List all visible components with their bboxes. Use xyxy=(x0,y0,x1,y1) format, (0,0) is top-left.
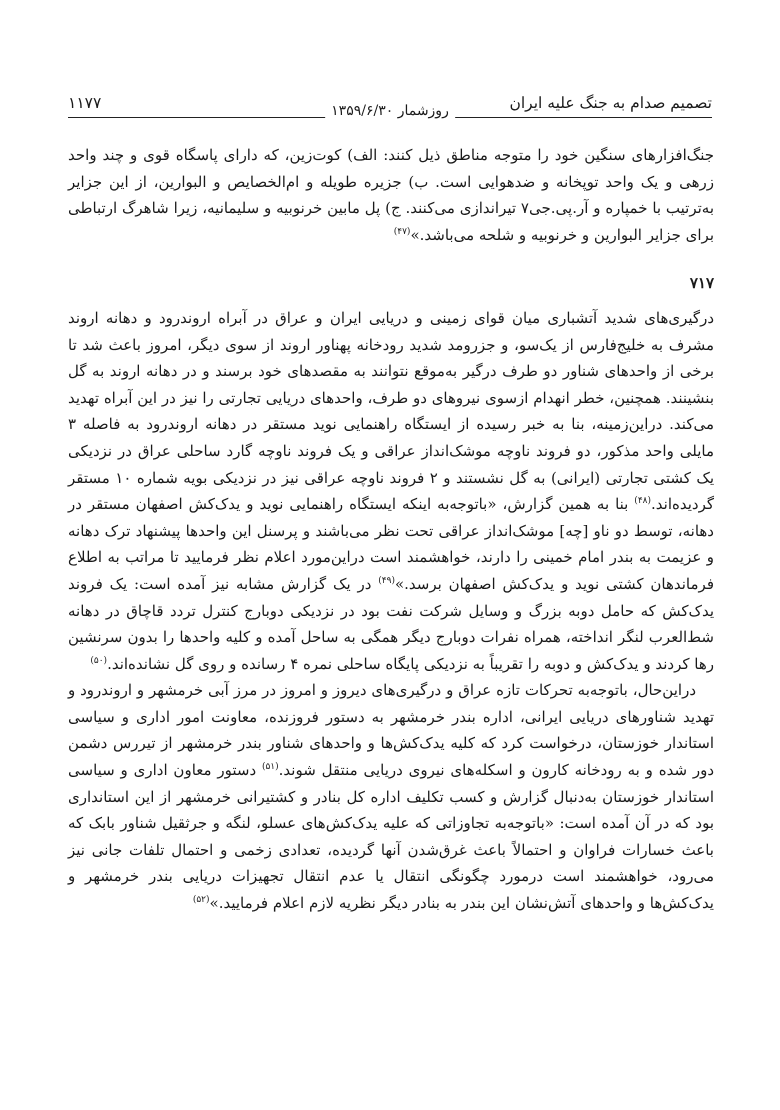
footnote-ref: (۵۰) xyxy=(90,655,108,666)
paragraph-text: درگیری‌های شدید آتشباری میان قوای زمینی و دریایی ایران و عراق در آبراه اروندرود و دهانه اروند مشرف به خلیج‌فارس از یک‌سو، و جزرومد شدید رودخانه پهناور اروند از سوی دیگر، امروز باعث شد تا برخی از واحدهای شناور دو طرف درگیر به‌موقع نتوانند به مقصدهای خود برسند و در دهانه اروند به گل بنشینند. همچنین، خطر انهدام ازسوی نیروهای دو طرف، واحدهای دریایی تجارتی را نیز در این آبراه تهدید می‌کند. دراین‌زمینه، بنا به خبر رسیده از ایستگاه راهنمایی نوید مستقر در دهانه اروندرود به فاصله ۳ مایلی واحد مذکور، دو فروند ناوچه موشک‌انداز عراقی و یک فروند ناوچه گارد ساحلی عراق در نزدیکی یک کشتی تجارتی (ایرانی) به گل نشستند و ۲ فروند ناوچه عراقی نیز در نزدیکی بویه شماره ۱۰ مستقر گردیده‌اند. xyxy=(68,308,714,514)
running-header xyxy=(68,92,712,122)
page-body xyxy=(68,142,714,917)
footnote-ref: (۴۹) xyxy=(378,575,395,586)
continued-paragraph xyxy=(68,142,714,248)
paragraph-text: در یک گزارش مشابه نیز آمده است: یک فروند یدک‌کش که حامل دوبه بزرگ و وسایل شرکت نفت بود در نزدیکی دوبارج کنترل تردد قاچاق در دهانه شط‌العرب لنگر انداخته، همراه نفرات دوبارج دیگر همگی به ساحل آمده و کلیه واحدها را بدون سرنشین رها کردند و یدک‌کش و دوبه را تقریباً به نزدیکی پایگاه ساحلی نمره ۴ رسانده و روی گل نشانده‌اند. xyxy=(68,574,714,673)
footnote-ref: (۵۲) xyxy=(192,895,210,906)
paragraph-text: دراین‌حال، باتوجه‌به تحرکات تازه عراق و درگیری‌های دیروز و امروز در مرز آبی خرمشهر و اروندرود و تهدید شناورهای دریایی ایرانی، اداره بندر خرمشهر به دستور فروزنده، معاونت امور اداری و سیاسی استاندار خوزستان، درخواست کرد که کلیه یدک‌کش‌ها و واحدهای شناور بندر خرمشهر از تیررس دشمن دور شده و به رودخانه کارون و اسکله‌های نیروی دریایی منتقل شوند. xyxy=(68,681,715,780)
footnote-ref: (۵۱) xyxy=(261,762,279,773)
paragraph-text: جنگ‌افزارهای سنگین خود را متوجه مناطق ذیل کنند: الف) کوت‌زین، که دارای پاسگاه قوی و چند واحد زرهی و یک واحد توپخانه و ضدهوایی است. ب) جزیره طویله و ام‌الخصایص و البوارین، از این جزایر به‌ترتیب با خمپاره و آر.پی.جی۷ تیراندازی می‌کنند. ج) پل مابین خرنوبیه و سلیمانیه، زیرا شاهرگ ارتباطی برای جزایر البوارین و خرنوبیه و شلحه می‌باشد.» xyxy=(68,146,715,244)
entry-paragraph xyxy=(68,677,714,916)
page-number: ۱۱۷۷ xyxy=(68,94,102,112)
book-title: تصمیم صدام به جنگ علیه ایران xyxy=(509,94,712,112)
footnote-ref: (۴۷) xyxy=(393,226,411,237)
entry-number: ۷۱۷ xyxy=(689,274,714,293)
entry-paragraph xyxy=(68,305,714,677)
daily-date-label: روزشمار ۱۳۵۹/۶/۳۰ xyxy=(325,103,455,119)
paragraph-text: بنا به همین گزارش، «باتوجه‌به اینکه ایستگاه راهنمایی نوید و یدک‌کش اصفهان مستقر در دهانه، توسط دو ناو [چه] موشک‌انداز عراقی تحت نظر می‌باشند و پرسنل این واحدها پیشنهاد ترک دهانه و عزیمت به بندر امام خمینی را دارند، خواهشمند است دراین‌مورد اعلام نظر فرمایید تا مراتب به اطلاع فرماندهان کشتی نوید و یدک‌کش اصفهان برسد.» xyxy=(68,495,714,593)
paragraph-text: دستور معاون اداری و سیاسی استاندار خوزستان به‌دنبال گزارش و کسب تکلیف اداره کل بنادر و کشتیرانی خرمشهر از این استانداری بود که در آن آمده است: «باتوجه‌به تجاوزاتی که علیه یدک‌کش‌های عسلو، لنگه و جرثقیل شناور بابک که باعث خسارات فراوان و احتمالاً باعث غرق‌شدن آنها گردیده، تعدادی زخمی و احتمال تلفات جانی نیز می‌رود، خواهشمند است درمورد چگونگی انتقال یا عدم انتقال تجهیزات دریایی بندر خرمشهر و یدک‌کش‌ها و واحدهای آتش‌نشان این بندر به بنادر دیگر نظریه لازم اعلام فرمایید.» xyxy=(68,761,714,913)
footnote-ref: (۴۸) xyxy=(634,496,651,507)
